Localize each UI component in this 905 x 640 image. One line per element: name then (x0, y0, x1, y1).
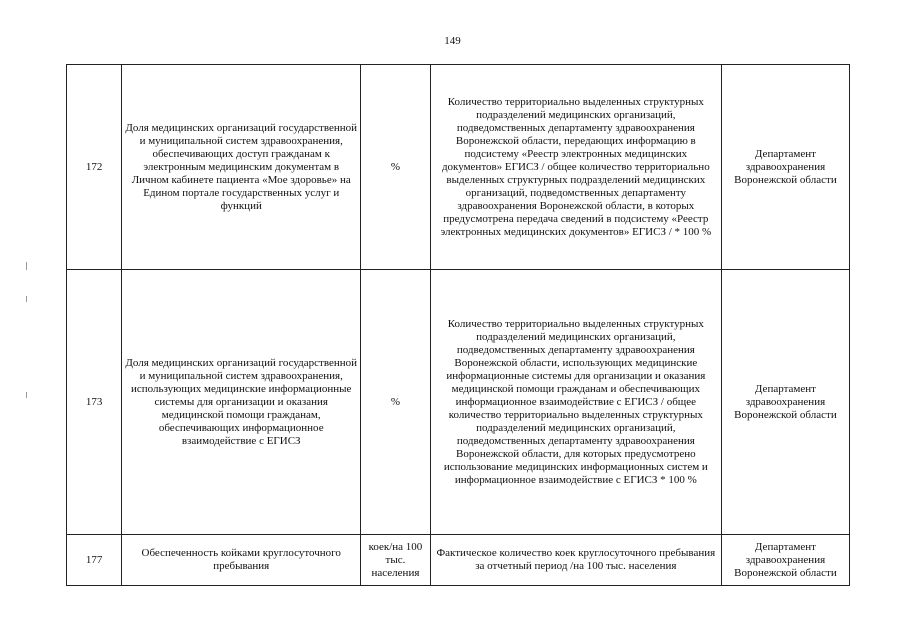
indicator-name: Доля медицинских организаций государственной и муниципальной систем здравоохранения, использующих медицинские информационные системы для организации и оказания медицинской помощи гражданам, обеспечивающих информационное взаимодействие с ЕГИСЗ (122, 270, 361, 535)
margin-mark (26, 262, 27, 270)
indicator-name: Обеспеченность койками круглосуточного пребывания (122, 535, 361, 586)
indicator-name: Доля медицинских организаций государственной и муниципальной систем здравоохранения, обеспечивающих доступ гражданам к электронным медицинским документам в Личном кабинете пациента «Мое здоровье» на Едином портале государственных услуг и функций (122, 65, 361, 270)
row-number: 173 (67, 270, 122, 535)
table-row (67, 270, 850, 535)
unit: коек/на 100 тыс. населения (361, 535, 431, 586)
unit: % (361, 270, 431, 535)
responsible: Департамент здравоохранения Воронежской области (721, 270, 849, 535)
row-number: 172 (67, 65, 122, 270)
page-number: 149 (444, 35, 461, 47)
indicator-table (66, 64, 850, 586)
responsible: Департамент здравоохранения Воронежской области (721, 65, 849, 270)
responsible: Департамент здравоохранения Воронежской области (721, 535, 849, 586)
margin-mark (26, 296, 27, 302)
calculation-method: Количество территориально выделенных структурных подразделений медицинских организаций, подведомственных департаменту здравоохранения Воронежской области, передающих информацию в подсистему «Реестр электронных медицинских документов» ЕГИСЗ / общее количество территориально выделенных структурных подразделений медицинских организаций, подведомственных департаменту здравоохранения Воронежской области, в которых предусмотрена передача сведений в подсистему «Реестр электронных медицинских документов» ЕГИСЗ / * 100 % (430, 65, 721, 270)
calculation-method: Количество территориально выделенных структурных подразделений медицинских организаций, подведомственных департаменту здравоохранения Воронежской области, использующих медицинские информационные системы для организации и оказания медицинской помощи гражданам и обеспечивающих информационное взаимодействие с ЕГИСЗ / общее количество территориально выделенных структурных подразделений медицинских организаций, подведомственных департаменту здравоохранения Воронежской области, для которых предусмотрено использование медицинских информационных систем и информационное взаимодействие с ЕГИСЗ * 100 % (430, 270, 721, 535)
unit: % (361, 65, 431, 270)
table-row (67, 535, 850, 586)
calculation-method: Фактическое количество коек круглосуточного пребывания за отчетный период /на 100 тыс. населения (430, 535, 721, 586)
table-row (67, 65, 850, 270)
margin-mark (26, 392, 27, 398)
row-number: 177 (67, 535, 122, 586)
